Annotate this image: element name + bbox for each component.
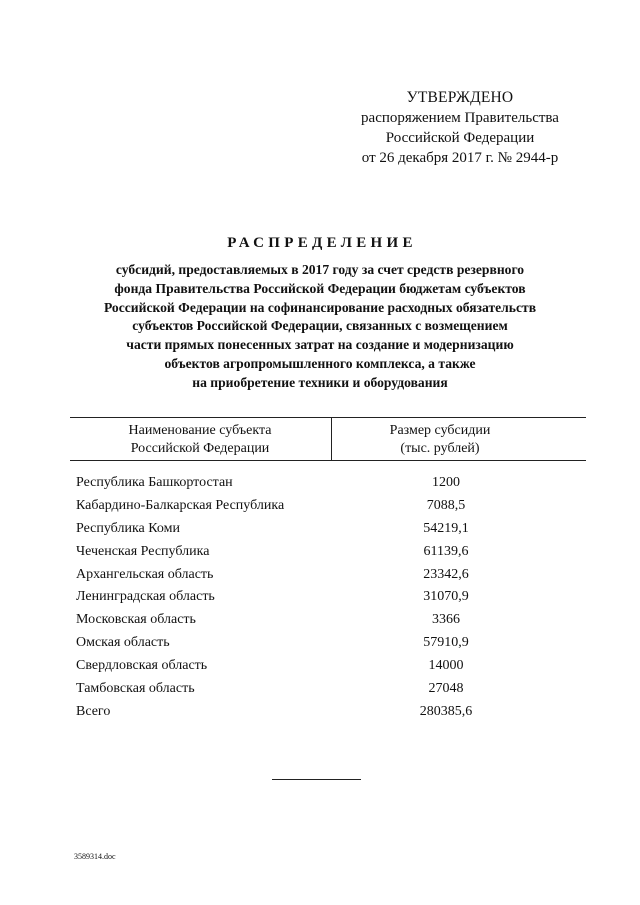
- document-title: РАСПРЕДЕЛЕНИЕ: [227, 235, 417, 251]
- region-name: Ленинградская область: [76, 589, 215, 605]
- region-name: Кабардино-Балкарская Республика: [76, 497, 285, 513]
- subtitle-line: фонда Правительства Российской Федерации бюджетам субъектов: [114, 280, 526, 296]
- total-value: 280385,6: [419, 703, 473, 719]
- table-total-row: [76, 701, 576, 724]
- table-column-divider: [331, 417, 332, 460]
- table-row: [76, 564, 576, 587]
- subsidy-value: 3366: [432, 612, 460, 628]
- total-label: Всего: [76, 703, 111, 719]
- approval-line-3: от 26 декабря 2017 г. № 2944-р: [361, 150, 559, 166]
- subtitle-line: объектов агропромышленного комплекса, а также: [164, 355, 476, 371]
- table-row: [76, 632, 576, 655]
- document-subtitle: [0, 261, 640, 393]
- approval-line-2: Российской Федерации: [385, 130, 535, 146]
- header-size-line-1: Размер субсидии: [389, 423, 491, 438]
- table-row: [76, 678, 576, 701]
- subsidy-value: 27048: [428, 681, 464, 697]
- region-name: Тамбовская область: [76, 681, 195, 697]
- subsidy-value: 54219,1: [423, 520, 469, 536]
- subtitle-line: части прямых понесенных затрат на создание и модернизацию: [126, 337, 514, 353]
- approval-heading: УТВЕРЖДЕНО: [406, 89, 514, 106]
- header-subject-line-1: Наименование субъекта: [128, 423, 272, 438]
- subtitle-line: Российской Федерации на софинансирование расходных обязательств: [103, 299, 537, 315]
- subsidy-value: 14000: [428, 658, 464, 674]
- table-top-rule: [70, 417, 586, 418]
- table-body: [76, 472, 576, 724]
- subsidy-value: 23342,6: [423, 566, 469, 582]
- file-reference: 3589314.doc: [74, 852, 116, 861]
- header-subject-line-2: Российской Федерации: [130, 441, 270, 456]
- approval-line-1: распоряжением Правительства: [361, 110, 559, 126]
- table-row: [76, 518, 576, 541]
- table-row: [76, 655, 576, 678]
- table-row: [76, 541, 576, 564]
- subtitle-line: на приобретение техники и оборудования: [192, 374, 448, 390]
- region-name: Архангельская область: [76, 566, 214, 582]
- subtitle-line: субъектов Российской Федерации, связанных с возмещением: [132, 318, 508, 334]
- region-name: Чеченская Республика: [76, 543, 210, 559]
- region-name: Республика Коми: [76, 520, 180, 536]
- header-size-line-2: (тыс. рублей): [400, 441, 480, 456]
- subsidy-value: 61139,6: [423, 543, 469, 559]
- header-subsidy-size: [350, 422, 530, 458]
- table-row: [76, 586, 576, 609]
- table-row: [76, 472, 576, 495]
- subsidy-value: 57910,9: [423, 635, 469, 651]
- table-row: [76, 495, 576, 518]
- subsidy-value: 1200: [432, 475, 460, 490]
- table-header-rule: [70, 460, 586, 461]
- region-name: Свердловская область: [76, 658, 208, 674]
- header-subject-name: [90, 422, 310, 458]
- table-row: [76, 609, 576, 632]
- subsidy-value: 7088,5: [426, 497, 466, 513]
- region-name: Омская область: [76, 635, 170, 651]
- region-name: Московская область: [76, 612, 196, 628]
- document-end-rule: [272, 779, 361, 780]
- region-name: Республика Башкортостан: [76, 475, 233, 490]
- approval-block: [330, 88, 590, 168]
- subtitle-line: субсидий, предоставляемых в 2017 году за счет средств резервного: [115, 262, 525, 277]
- subsidy-value: 31070,9: [423, 589, 469, 605]
